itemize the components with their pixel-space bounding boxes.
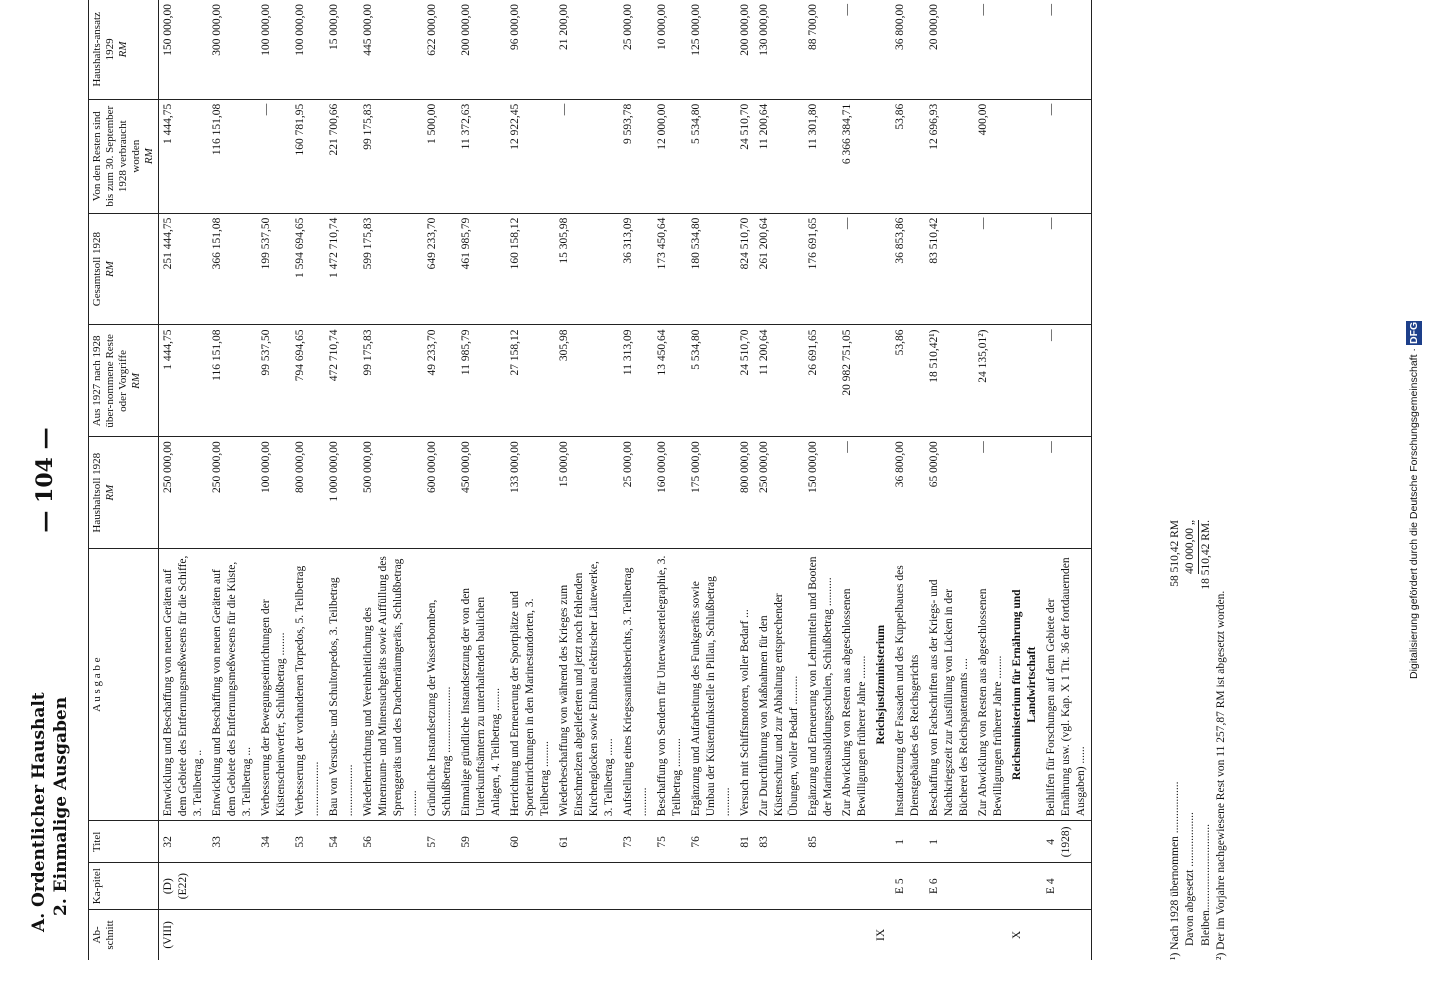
cell-verbraucht: 11 200,64	[755, 99, 804, 213]
cell-abschnitt	[291, 909, 325, 960]
cell-reste: 26 691,65	[804, 325, 838, 437]
cell-reste: 794 694,65	[291, 325, 325, 437]
cell-ansatz: 150 000,00	[159, 0, 209, 99]
cell-kapitel	[838, 863, 872, 909]
cell-ansatz	[1008, 0, 1042, 99]
cell-titel: 57	[423, 821, 457, 863]
cell-gesamt: 1 472 710,74	[325, 213, 359, 325]
cell-soll: 160 000,00	[653, 437, 687, 549]
header-line1: A. Ordentlicher Haushalt	[29, 692, 49, 932]
cell-gesamt: 83 510,42	[925, 213, 974, 325]
cell-reste: 24 510,70	[736, 325, 755, 437]
cell-titel: 73	[619, 821, 653, 863]
cell-reste: 99 175,83	[359, 325, 423, 437]
cell-soll	[872, 437, 891, 549]
cell-ansatz: —	[838, 0, 872, 99]
cell-kapitel: E 6	[925, 863, 974, 909]
cell-soll: 800 000,00	[736, 437, 755, 549]
cell-ansatz: —	[974, 0, 1008, 99]
cell-kapitel	[804, 863, 838, 909]
table-row	[619, 0, 653, 960]
cell-titel: 1	[891, 821, 925, 863]
budget-table	[88, 0, 1092, 960]
cell-ausgabe: Ergänzung und Erneuerung von Lehrmitteln und Booten der Marineausbildungsschulen, Schlußbetrag ..........	[804, 549, 838, 821]
dfg-logo: DFG	[1408, 322, 1420, 345]
cell-ansatz: 88 700,00	[804, 0, 838, 99]
cell-gesamt: 824 510,70	[736, 213, 755, 325]
dfg-credit	[1408, 20, 1428, 980]
cell-verbraucht: 5 534,80	[687, 99, 736, 213]
cell-verbraucht: —	[555, 99, 619, 213]
cell-gesamt: 366 151,08	[208, 213, 257, 325]
cell-gesamt: 176 691,65	[804, 213, 838, 325]
col-ausgabe: A u s g a b e	[89, 549, 159, 821]
cell-ausgabe: Entwicklung und Beschaffung von neuen Geräten auf dem Gebiete des Entfernungsmeßwesens für die Schiffe, 3. Teilbetrag ..	[159, 549, 209, 821]
cell-reste	[1008, 325, 1042, 437]
cell-reste: 11 985,79	[457, 325, 506, 437]
page-number: — 104 —	[32, 427, 58, 533]
footnote-1-line-c: Bleiben..............................	[1200, 823, 1212, 946]
cell-titel	[872, 821, 891, 863]
cell-abschnitt	[653, 909, 687, 960]
cell-abschnitt	[555, 909, 619, 960]
footnote-2: ²) Der im Vorjahre nachgewiesene Rest von 11 257,87 RM ist abgesetzt worden.	[1215, 590, 1227, 960]
cell-reste: 53,86	[891, 325, 925, 437]
table-row	[257, 0, 291, 960]
cell-ansatz: 25 000,00	[619, 0, 653, 99]
cell-gesamt: 173 450,64	[653, 213, 687, 325]
cell-soll: 100 000,00	[257, 437, 291, 549]
cell-ausgabe: Gründliche Instandsetzung der Wasserbomben, Schlußbetrag .......................	[423, 549, 457, 821]
cell-ausgabe: Versuch mit Schiffsmotoren, voller Bedarf ...	[736, 549, 755, 821]
cell-soll	[1008, 437, 1042, 549]
cell-soll: 175 000,00	[687, 437, 736, 549]
col-reste: Aus 1927 nach 1928 über-nommene Reste oder Vorgriffe RM	[89, 325, 159, 437]
cell-verbraucht: 12 922,45	[506, 99, 555, 213]
cell-reste	[872, 325, 891, 437]
cell-ausgabe: Ergänzung und Aufarbeitung des Funkgeräts sowie Umbau der Küstenfunkstelle in Pillau, Schlußbetrag ..........	[687, 549, 736, 821]
cell-gesamt: 461 985,79	[457, 213, 506, 325]
cell-verbraucht: 11 301,80	[804, 99, 838, 213]
cell-verbraucht: —	[1042, 99, 1092, 213]
cell-abschnitt	[925, 909, 974, 960]
cell-ausgabe: Bau von Versuchs- und Schultorpedos, 3. Teilbetrag ..................	[325, 549, 359, 821]
footnote-1-value-b: 40 000,00 „	[1183, 520, 1199, 574]
col-soll: Haushaltsoll 1928 RM	[89, 437, 159, 549]
cell-verbraucht: 99 175,83	[359, 99, 423, 213]
cell-kapitel	[423, 863, 457, 909]
cell-gesamt: 1 594 694,65	[291, 213, 325, 325]
cell-soll: —	[1042, 437, 1092, 549]
cell-reste: 116 151,08	[208, 325, 257, 437]
cell-ausgabe: Reichsjustizministerium	[872, 549, 891, 821]
cell-soll: 250 000,00	[208, 437, 257, 549]
cell-reste: 13 450,64	[653, 325, 687, 437]
cell-verbraucht	[872, 99, 891, 213]
table-row	[755, 0, 804, 960]
cell-kapitel	[619, 863, 653, 909]
cell-ausgabe: Entwicklung und Beschaffung von neuen Geräten auf dem Gebiete des Entfernungsmeßwesens für die Küste, 3. Teilbetrag ...	[208, 549, 257, 821]
cell-reste: 11 313,09	[619, 325, 653, 437]
cell-abschnitt	[687, 909, 736, 960]
table-row	[736, 0, 755, 960]
cell-verbraucht: 221 700,66	[325, 99, 359, 213]
cell-gesamt	[1008, 213, 1042, 325]
col-titel: Titel	[89, 821, 159, 863]
cell-gesamt: —	[974, 213, 1008, 325]
cell-ansatz: 100 000,00	[257, 0, 291, 99]
cell-abschnitt	[359, 909, 423, 960]
cell-soll: 800 000,00	[291, 437, 325, 549]
cell-reste: 5 534,80	[687, 325, 736, 437]
col-abschnitt: Ab-schnitt	[89, 909, 159, 960]
cell-ansatz	[872, 0, 891, 99]
cell-titel: 85	[804, 821, 838, 863]
footnotes	[1168, 0, 1229, 960]
table-row	[891, 0, 925, 960]
cell-verbraucht: 53,86	[891, 99, 925, 213]
cell-titel: 61	[555, 821, 619, 863]
table-row	[457, 0, 506, 960]
cell-ausgabe: Wiederbeschaffung von während des Krieges zum Einschmelzen abgelieferten und jetzt noch fehlenden Kirchenglocken sowie Einbau elektrischer Läutewerke, 3. Teilbetrag ......	[555, 549, 619, 821]
cell-gesamt: —	[1042, 213, 1092, 325]
cell-ansatz: 15 000,00	[325, 0, 359, 99]
cell-soll: 250 000,00	[755, 437, 804, 549]
cell-ausgabe: Verbesserung der Bewegungseinrichtungen der Küstenscheinwerfer, Schlußbetrag ........	[257, 549, 291, 821]
cell-abschnitt	[804, 909, 838, 960]
table-row	[804, 0, 838, 960]
cell-gesamt: 649 233,70	[423, 213, 457, 325]
cell-titel: 53	[291, 821, 325, 863]
cell-ausgabe: Aufstellung eines Kriegssanitätsberichts, 3. Teilbetrag ..........	[619, 549, 653, 821]
cell-gesamt: 251 444,75	[159, 213, 209, 325]
cell-ausgabe: Wiederherrichtung und Vereinheitlichung des Minenraum- und Minensuchgeräts sowie Auffüllung des Sprenggeräts und des Drachenräumgeräts, Schlußbetrag .........	[359, 549, 423, 821]
cell-verbraucht: 1 444,75	[159, 99, 209, 213]
col-gesamt: Gesamtsoll 1928 RM	[89, 213, 159, 325]
cell-reste: 27 158,12	[506, 325, 555, 437]
table-body	[159, 0, 1092, 960]
cell-abschnitt	[891, 909, 925, 960]
cell-reste: 24 135,01²)	[974, 325, 1008, 437]
cell-titel: 56	[359, 821, 423, 863]
cell-gesamt: 36 313,09	[619, 213, 653, 325]
cell-titel: 75	[653, 821, 687, 863]
cell-kapitel	[208, 863, 257, 909]
table-row	[506, 0, 555, 960]
cell-ansatz: 300 000,00	[208, 0, 257, 99]
cell-titel	[1008, 821, 1042, 863]
cell-reste: 99 537,50	[257, 325, 291, 437]
cell-soll: 65 000,00	[925, 437, 974, 549]
cell-gesamt: 261 200,64	[755, 213, 804, 325]
cell-reste: 11 200,64	[755, 325, 804, 437]
cell-titel	[838, 821, 872, 863]
table-row	[925, 0, 974, 960]
cell-ausgabe: Reichsministerium für Ernährung und Landwirtschaft	[1008, 549, 1042, 821]
cell-gesamt: 599 175,83	[359, 213, 423, 325]
cell-verbraucht: —	[257, 99, 291, 213]
cell-titel: 81	[736, 821, 755, 863]
cell-kapitel	[506, 863, 555, 909]
cell-titel: 33	[208, 821, 257, 863]
cell-soll: —	[838, 437, 872, 549]
cell-gesamt: 160 158,12	[506, 213, 555, 325]
cell-kapitel	[974, 863, 1008, 909]
cell-soll: 25 000,00	[619, 437, 653, 549]
cell-reste: 305,98	[555, 325, 619, 437]
cell-ansatz: 20 000,00	[925, 0, 974, 99]
footnote-1-value-c: 18 510,42 RM.	[1200, 520, 1212, 590]
cell-ansatz: 100 000,00	[291, 0, 325, 99]
cell-ansatz: 10 000,00	[653, 0, 687, 99]
col-verbraucht: Von den Resten sind bis zum 30. September 1928 verbraucht worden RM	[89, 99, 159, 213]
cell-abschnitt	[257, 909, 291, 960]
cell-kapitel	[1008, 863, 1042, 909]
cell-ausgabe: Zur Abwicklung von Resten aus abgeschlossenen Bewilligungen früherer Jahre ........	[974, 549, 1008, 821]
cell-soll: 450 000,00	[457, 437, 506, 549]
table-row	[1042, 0, 1092, 960]
cell-gesamt	[872, 213, 891, 325]
cell-abschnitt	[838, 909, 872, 960]
cell-ansatz: 96 000,00	[506, 0, 555, 99]
cell-verbraucht: 12 000,00	[653, 99, 687, 213]
cell-verbraucht: 6 366 384,71	[838, 99, 872, 213]
cell-gesamt: 199 537,50	[257, 213, 291, 325]
table-row	[291, 0, 325, 960]
table-row	[838, 0, 872, 960]
cell-titel: 60	[506, 821, 555, 863]
cell-titel: 59	[457, 821, 506, 863]
cell-kapitel	[755, 863, 804, 909]
cell-abschnitt: (VIII)	[162, 921, 174, 949]
cell-kapitel	[687, 863, 736, 909]
cell-ansatz: 130 000,00	[755, 0, 804, 99]
cell-reste: 18 510,42¹)	[925, 325, 974, 437]
cell-soll: 500 000,00	[359, 437, 423, 549]
footnote-1-line-a: ¹) Nach 1928 übernommen ..................	[1169, 781, 1181, 960]
cell-ansatz: 125 000,00	[687, 0, 736, 99]
cell-verbraucht: 24 510,70	[736, 99, 755, 213]
cell-titel: 32	[159, 821, 209, 863]
cell-ansatz: 622 000,00	[423, 0, 457, 99]
cell-verbraucht: 1 500,00	[423, 99, 457, 213]
cell-abschnitt	[736, 909, 755, 960]
cell-kapitel	[325, 863, 359, 909]
rotated-page	[28, 0, 1328, 960]
cell-verbraucht: 400,00	[974, 99, 1008, 213]
cell-reste: 20 982 751,05	[838, 325, 872, 437]
cell-ansatz: 445 000,00	[359, 0, 423, 99]
cell-abschnitt	[974, 909, 1008, 960]
table-row	[423, 0, 457, 960]
cell-kapitel: (D) (E22)	[159, 863, 209, 909]
dfg-credit-text: Digitalisierung gefördert durch die Deutsche Forschungsgemeinschaft ·	[1408, 348, 1420, 680]
table-row	[974, 0, 1008, 960]
cell-ausgabe: Verbesserung der vorhandenen Torpedos, 5. Teilbetrag ...................	[291, 549, 325, 821]
footnote-1-value-a: 58 510,42 RM	[1169, 520, 1181, 587]
section-heading-row	[1008, 0, 1042, 960]
cell-kapitel	[872, 863, 891, 909]
cell-ausgabe: Beschaffung von Sendern für Unterwassertelegraphie, 3. Teilbetrag ..........	[653, 549, 687, 821]
cell-titel	[974, 821, 1008, 863]
cell-gesamt: 15 305,98	[555, 213, 619, 325]
cell-gesamt: 180 534,80	[687, 213, 736, 325]
cell-abschnitt	[457, 909, 506, 960]
cell-kapitel	[653, 863, 687, 909]
cell-soll: 250 000,00	[159, 437, 209, 549]
footnote-1-line-b: Davon abgesetzt ...................	[1184, 812, 1196, 946]
cell-soll: 600 000,00	[423, 437, 457, 549]
cell-abschnitt: IX	[875, 928, 887, 942]
cell-abschnitt	[755, 909, 804, 960]
col-kapitel: Ka-pitel	[89, 863, 159, 909]
cell-abschnitt	[208, 909, 257, 960]
col-ansatz: Haushalts-ansatz 1929 RM	[89, 0, 159, 99]
cell-abschnitt: X	[1011, 930, 1023, 940]
cell-soll: 1 000 000,00	[325, 437, 359, 549]
cell-soll: 133 000,00	[506, 437, 555, 549]
table-row	[208, 0, 257, 960]
cell-soll: 15 000,00	[555, 437, 619, 549]
cell-ausgabe: Zur Durchführung von Maßnahmen für den Küstenschutz und zur Abhaltung entsprechender Übungen, voller Bedarf ..........	[755, 549, 804, 821]
cell-verbraucht: 116 151,08	[208, 99, 257, 213]
cell-ansatz: 36 800,00	[891, 0, 925, 99]
cell-titel: 1	[925, 821, 974, 863]
cell-gesamt: —	[838, 213, 872, 325]
table-row	[359, 0, 423, 960]
cell-titel: 83	[755, 821, 804, 863]
cell-abschnitt	[1042, 909, 1092, 960]
cell-ausgabe: Zur Abwicklung von Resten aus abgeschlossenen Bewilligungen früherer Jahre ........	[838, 549, 872, 821]
cell-kapitel	[359, 863, 423, 909]
cell-kapitel: E 5	[891, 863, 925, 909]
cell-kapitel	[291, 863, 325, 909]
cell-verbraucht: 12 696,93	[925, 99, 974, 213]
cell-abschnitt	[619, 909, 653, 960]
cell-ausgabe: Einmalige gründliche Instandsetzung der von den Unterkunftsämtern zu unterhaltenden baulichen Anlagen, 4. Teilbetrag ........	[457, 549, 506, 821]
cell-kapitel: E 4	[1042, 863, 1092, 909]
cell-reste: 1 444,75	[159, 325, 209, 437]
table-row	[555, 0, 619, 960]
cell-kapitel	[555, 863, 619, 909]
cell-reste: 49 233,70	[423, 325, 457, 437]
cell-reste: 472 710,74	[325, 325, 359, 437]
table-row	[687, 0, 736, 960]
table-row	[325, 0, 359, 960]
cell-verbraucht: 160 781,95	[291, 99, 325, 213]
cell-soll: 36 800,00	[891, 437, 925, 549]
cell-titel: 4 (1928)	[1042, 821, 1092, 863]
cell-kapitel	[736, 863, 755, 909]
cell-ausgabe: Instandsetzung der Fassaden und des Kuppelbaues des Dienstgebäudes des Reichsgerichts	[891, 549, 925, 821]
cell-ansatz: 200 000,00	[457, 0, 506, 99]
table-header-row	[89, 0, 159, 960]
table-row	[653, 0, 687, 960]
table-row	[159, 0, 209, 960]
cell-gesamt: 36 853,86	[891, 213, 925, 325]
cell-reste: —	[1042, 325, 1092, 437]
cell-kapitel	[257, 863, 291, 909]
cell-ausgabe: Beihilfen für Forschungen auf dem Gebiete der Ernährung usw. (vgl. Kap. X 1 Tit. 36 der fortdauernden Ausgaben) ......	[1042, 549, 1092, 821]
cell-titel: 34	[257, 821, 291, 863]
cell-abschnitt	[423, 909, 457, 960]
cell-kapitel	[457, 863, 506, 909]
cell-verbraucht: 9 593,78	[619, 99, 653, 213]
cell-verbraucht: 11 372,63	[457, 99, 506, 213]
cell-soll: 150 000,00	[804, 437, 838, 549]
cell-ausgabe: Beschaffung von Fachschriften aus der Kriegs- und Nachkriegszeit zur Ausfüllung von Lücken in der Bücherei des Reichspatentamts ....	[925, 549, 974, 821]
cell-titel: 54	[325, 821, 359, 863]
cell-titel: 76	[687, 821, 736, 863]
cell-ansatz: —	[1042, 0, 1092, 99]
cell-ausgabe: Herrichtung und Erneuerung der Sportplätze und Sporteinrichtungen in den Marinestandorten, 3. Teilbetrag .........	[506, 549, 555, 821]
cell-abschnitt	[506, 909, 555, 960]
cell-ansatz: 200 000,00	[736, 0, 755, 99]
cell-abschnitt	[325, 909, 359, 960]
cell-ansatz: 21 200,00	[555, 0, 619, 99]
cell-soll: —	[974, 437, 1008, 549]
header-line2: 2. Einmalige Ausgaben	[51, 696, 71, 916]
cell-verbraucht	[1008, 99, 1042, 213]
section-heading-row	[872, 0, 891, 960]
